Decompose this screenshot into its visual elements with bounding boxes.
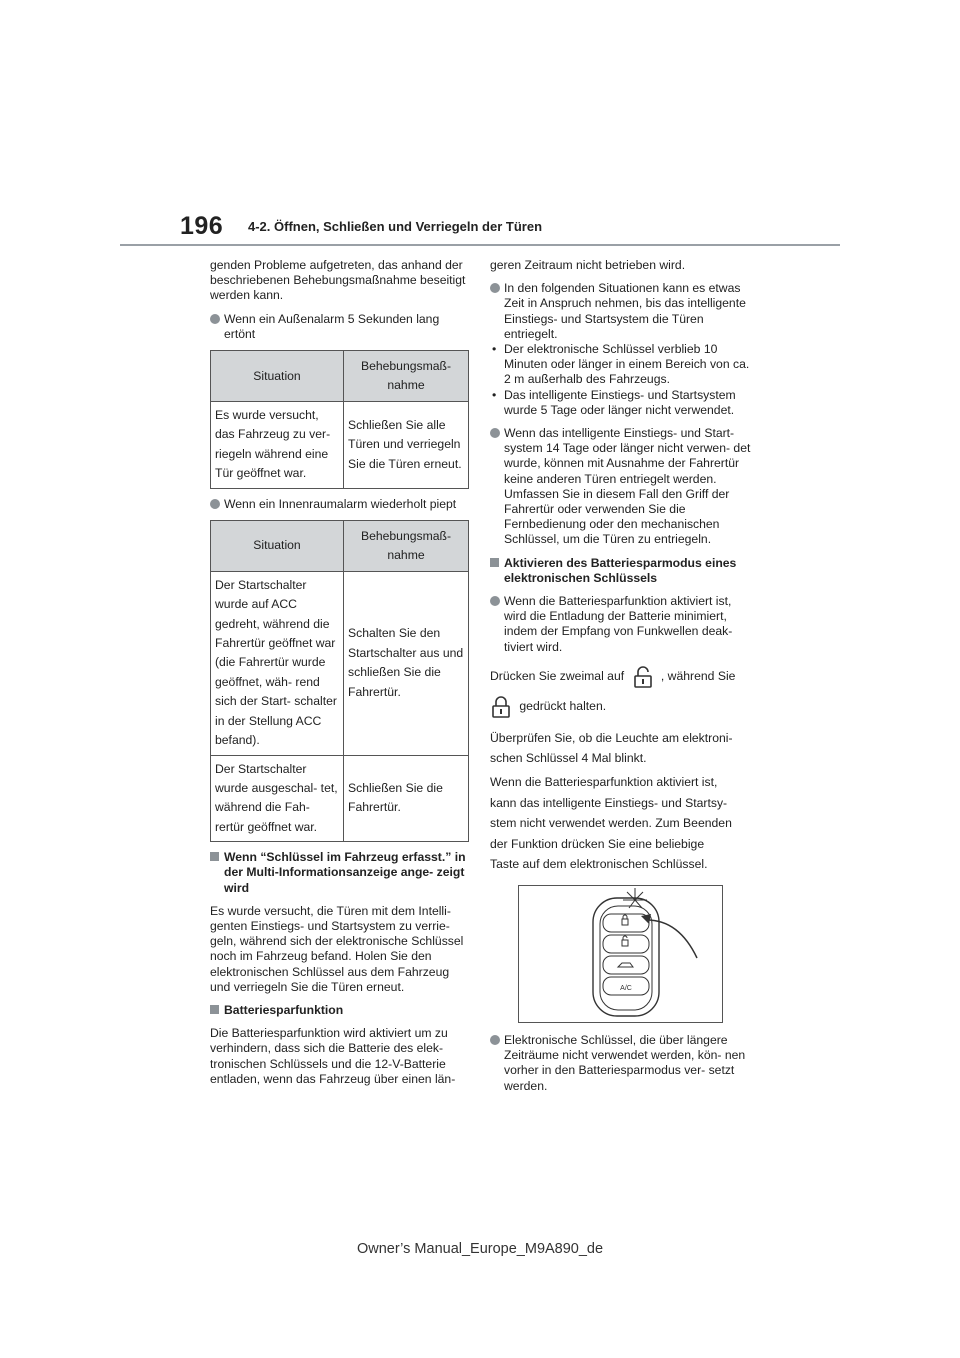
- page-number: 196: [180, 212, 224, 240]
- section-title: 4-2. Öffnen, Schließen und Verriegeln der Türen: [248, 219, 543, 234]
- unlock-icon: [632, 665, 654, 689]
- intro-paragraph: genden Probleme aufgetreten, das anhand der beschriebenen Behebungsmaßnahme beseitigt werden kann.: [210, 258, 466, 303]
- table-header-remedy: Behebungsmaß- nahme: [344, 351, 469, 402]
- active-line: Wenn die Batteriesparfunktion aktiviert ist,: [490, 775, 718, 790]
- hold-instruction: gedrückt halten.: [490, 695, 752, 719]
- table-row: [211, 571, 469, 755]
- active-line: der Funktion drücken Sie eine beliebige: [490, 836, 705, 851]
- electronic-key-icon: [519, 886, 722, 1022]
- heading-key-in-car: Wenn “Schlüssel im Fahrzeug erfasst.” in der Multi-Informationsanzeige ange- zeigt wird: [210, 850, 472, 896]
- bullet-icon: [490, 596, 500, 606]
- dash-item-5-days: • Das intelligente Einstiegs- und Startsystem wurde 5 Tage oder länger nicht verwendet.: [492, 387, 736, 417]
- bullet-icon: [210, 314, 220, 324]
- table-header-situation: Situation: [211, 351, 344, 402]
- table-cell-situation: Der Startschalter wurde auf ACC gedreht, während die Fahrertür geöffnet war (die Fahrertür wurde geöffnet, wäh- rend sich der Start- schalter in der Stellung ACC befand).: [211, 571, 344, 755]
- paragraph-continued: geren Zeitraum nicht betrieben wird.: [490, 258, 686, 272]
- key-button-label: A/C: [620, 985, 632, 993]
- table-inside-alarm: [210, 520, 469, 842]
- table-header-remedy: Behebungsmaß- nahme: [344, 520, 469, 571]
- square-marker-icon: [490, 558, 499, 567]
- right-column: [490, 258, 752, 1102]
- check-line: Überprüfen Sie, ob die Leuchte am elektroni-: [490, 730, 733, 745]
- table-outside-alarm: [210, 350, 469, 489]
- heading-battery-saving-mode: Aktivieren des Batteriesparmodus eines elektronischen Schlüssels: [490, 556, 752, 586]
- active-line: kann das intelligente Einstiegs- und Startsy-: [490, 795, 728, 810]
- bullet-situations: In den folgenden Situationen kann es etwas Zeit in Anspruch nehmen, bis das intelligente Einstiegs- und Startsystem die Türen entriegelt.: [490, 281, 752, 342]
- paragraph-battery-saving: Die Batteriesparfunktion wird aktiviert um zu verhindern, dass sich die Batterie des elek- tronischen Schlüssels und die 12-V-Batterie entladen, wenn das Fahrzeug über einen län-: [210, 1026, 456, 1086]
- left-column: [210, 258, 472, 1095]
- table-cell-remedy: Schalten Sie den Startschalter aus und schließen Sie die Fahrertür.: [344, 571, 469, 755]
- bullet-longer-periods: Elektronische Schlüssel, die über längere Zeiträume nicht verwendet werden, kön- nen vorher in den Batteriesparmodus ver- setzt werden.: [490, 1033, 752, 1094]
- table-cell-situation: Es wurde versucht, das Fahrzeug zu ver- riegeln während eine Tür geöffnet war.: [211, 402, 344, 489]
- table-row: [211, 402, 469, 489]
- key-illustration: [518, 885, 723, 1023]
- lock-icon: [490, 695, 512, 719]
- bullet-icon: [210, 499, 220, 509]
- table-cell-remedy: Schließen Sie alle Türen und verriegeln Sie die Türen erneut.: [344, 402, 469, 489]
- bullet-saving-active: Wenn die Batteriesparfunktion aktiviert ist, wird die Entladung der Batterie minimiert, indem der Empfang von Funkwellen deak- tiviert wird.: [490, 594, 752, 655]
- table-row: [211, 755, 469, 842]
- press-instruction: Drücken Sie zweimal auf , während Sie: [490, 665, 752, 689]
- active-line: Taste auf dem elektronischen Schlüssel.: [490, 857, 708, 872]
- active-line: stem nicht verwendet werden. Zum Beenden: [490, 816, 732, 831]
- heading-battery-saving: Batteriesparfunktion: [210, 1003, 472, 1018]
- dash-item-10-minutes: • Der elektronische Schlüssel verblieb 10 Minuten oder länger in einem Bereich von ca. 2 m außerhalb des Fahrzeugs.: [492, 342, 750, 387]
- key-unlock-button: [603, 935, 649, 953]
- key-trunk-button: [603, 956, 649, 974]
- table-header-situation: Situation: [211, 520, 344, 571]
- bullet-icon: [490, 283, 500, 293]
- bullet-14-days: Wenn das intelligente Einstiegs- und Start- system 14 Tage oder länger nicht verwen- det wurde, können mit Ausnahme der Fahrertür keine anderen Türen entriegelt werden. Umfassen Sie in diesem Fall den Griff der Fahrertür oder verwenden Sie die Fernbedienung oder den mechanischen Schlüssel, um die Türen zu entriegeln.: [490, 426, 752, 548]
- square-marker-icon: [210, 852, 219, 861]
- footer: Owner’s Manual_Europe_M9A890_de: [356, 1241, 604, 1257]
- bullet-icon: [490, 428, 500, 438]
- table-cell-situation: Der Startschalter wurde ausgeschal- tet, während die Fah- rertür geöffnet war.: [211, 755, 344, 842]
- bullet-icon: [490, 1035, 500, 1045]
- check-line: schen Schlüssel 4 Mal blinkt.: [490, 751, 647, 766]
- bullet-inside-alarm: Wenn ein Innenraumalarm wiederholt piept: [210, 497, 472, 512]
- bullet-outside-alarm: Wenn ein Außenalarm 5 Sekunden lang ertönt: [210, 312, 472, 342]
- table-cell-remedy: Schließen Sie die Fahrertür.: [344, 755, 469, 842]
- header-divider: [120, 244, 840, 246]
- paragraph-key-in-car: Es wurde versucht, die Türen mit dem Intelli- genten Einstiegs- und Startsystem zu verrie- geln, während sich der elektronische Schlüssel noch im Fahrzeug befand. Holen Sie den elektronischen Schlüssel aus dem Fahrzeug und verriegeln Sie die Türen erneut.: [210, 903, 464, 994]
- square-marker-icon: [210, 1005, 219, 1014]
